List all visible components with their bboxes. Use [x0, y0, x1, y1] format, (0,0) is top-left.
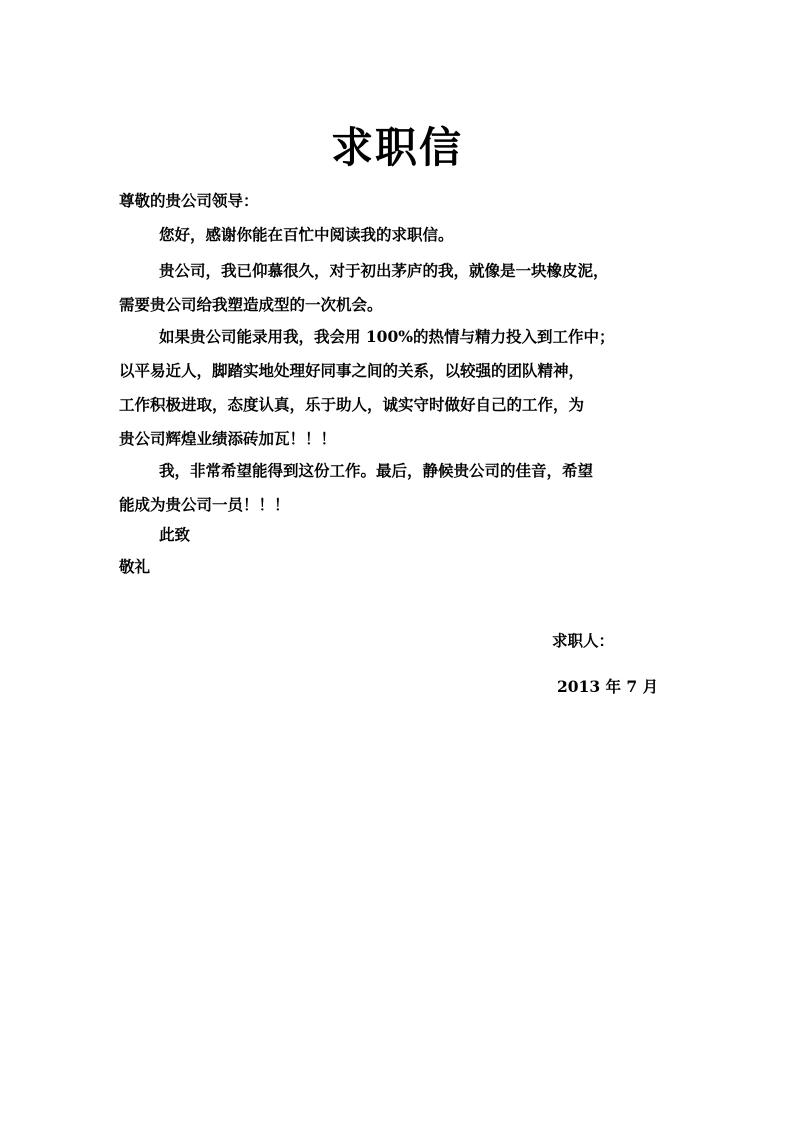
paragraph-line: 以平易近人，脚踏实地处理好同事之间的关系，以较强的团队精神， [119, 361, 585, 380]
salutation: 尊敬的贵公司领导： [119, 191, 259, 210]
closing-line: 此致 [159, 525, 191, 544]
paragraph-line: 我，非常希望能得到这份工作。最后，静候贵公司的佳音，希望 [159, 461, 594, 480]
closing-jingli: 敬礼 [119, 557, 151, 576]
paragraph-line: 贵公司辉煌业绩添砖加瓦！！！ [119, 429, 337, 448]
page-title: 求职信 [330, 123, 463, 172]
paragraph-line: 贵公司，我已仰慕很久，对于初出茅庐的我，就像是一块橡皮泥， [159, 261, 609, 280]
paragraph-line: 您好，感谢你能在百忙中阅读我的求职信。 [159, 225, 454, 244]
paragraph-line: 工作积极进取，态度认真，乐于助人，诚实守时做好自己的工作，为 [119, 395, 585, 414]
signature-date: 2013 年 7 月 [557, 677, 659, 696]
paragraph-admiration [119, 254, 684, 322]
paragraph-line: 需要贵公司给我塑造成型的一次机会。 [119, 295, 383, 314]
signature-label: 求职人： [552, 631, 615, 650]
paragraph-greeting [119, 218, 684, 252]
closing-cizhi [119, 518, 684, 552]
paragraph-line: 能成为贵公司一员！！！ [119, 495, 290, 514]
paragraph-line: 如果贵公司能录用我，我会用 100%的热情与精力投入到工作中； [159, 327, 615, 346]
paragraph-commitment [119, 320, 684, 456]
paragraph-hope [119, 454, 684, 522]
